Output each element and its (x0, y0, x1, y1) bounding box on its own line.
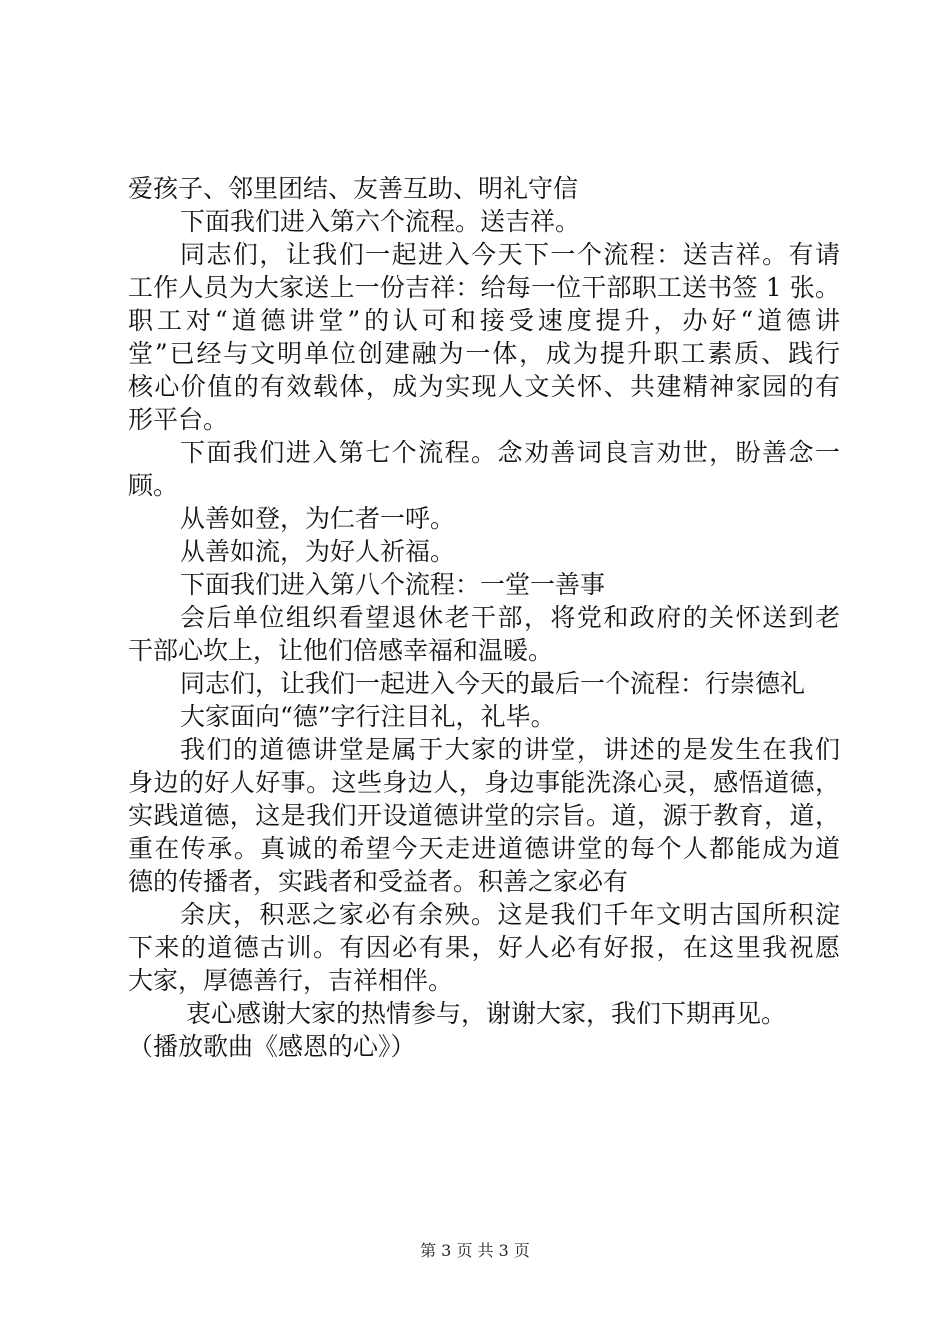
text-line: 大家面向“德”字行注目礼，礼毕。 (180, 702, 556, 731)
text-line: 同志们，让我们一起进入今天的最后一个流程：行崇德礼 (180, 669, 806, 698)
text-line: （播放歌曲《感恩的心》） (128, 1032, 416, 1061)
text-line: 同志们，让我们一起进入今天下一个流程：送吉祥。有请 (180, 240, 840, 269)
text-line: 工作人员为大家送上一份吉祥：给每一位干部职工送书签 1 张。 (128, 273, 840, 302)
text-line: 干部心坎上，让他们倍感幸福和温暖。 (128, 636, 554, 665)
text-line: 身边的好人好事。这些身边人，身边事能洗涤心灵，感悟道德， (128, 768, 840, 797)
page-number-footer: 第 3 页 共 3 页 (420, 1241, 530, 1260)
document-body (128, 172, 840, 1063)
text-line: 下面我们进入第八个流程：一堂一善事 (180, 570, 606, 599)
text-line: 爱孩子、邻里团结、友善互助、明礼守信 (128, 174, 579, 203)
text-line: 核心价值的有效载体，成为实现人文关怀、共建精神家园的有 (128, 372, 840, 401)
text-line: 我们的道德讲堂是属于大家的讲堂，讲述的是发生在我们 (180, 735, 840, 764)
text-line: 实践道德，这是我们开设道德讲堂的宗旨。道，源于教育，道， (128, 801, 840, 830)
text-line: 职工对“道德讲堂”的认可和接受速度提升，办好“道德讲 (128, 306, 840, 335)
text-line: 从善如登，为仁者一呼。 (180, 504, 456, 533)
text-line: 堂”已经与文明单位创建融为一体，成为提升职工素质、践行 (128, 339, 840, 368)
text-line: 余庆，积恶之家必有余殃。这是我们千年文明古国所积淀 (180, 900, 840, 929)
text-line: 从善如流，为好人祈福。 (180, 537, 456, 566)
text-line: 衷心感谢大家的热情参与，谢谢大家，我们下期再见。 (186, 999, 787, 1028)
text-line: 顾。 (128, 471, 179, 500)
text-line: 会后单位组织看望退休老干部，将党和政府的关怀送到老 (180, 603, 840, 632)
text-line: 下面我们进入第七个流程。念劝善词良言劝世，盼善念一 (180, 438, 840, 467)
text-line: 大家，厚德善行，吉祥相伴。 (128, 966, 454, 995)
text-line: 下面我们进入第六个流程。送吉祥。 (180, 207, 581, 236)
text-line: 重在传承。真诚的希望今天走进道德讲堂的每个人都能成为道 (128, 834, 840, 863)
text-line: 形平台。 (128, 405, 229, 434)
text-line: 德的传播者，实践者和受益者。积善之家必有 (128, 867, 629, 896)
text-line: 下来的道德古训。有因必有果，好人必有好报，在这里我祝愿 (128, 933, 840, 962)
